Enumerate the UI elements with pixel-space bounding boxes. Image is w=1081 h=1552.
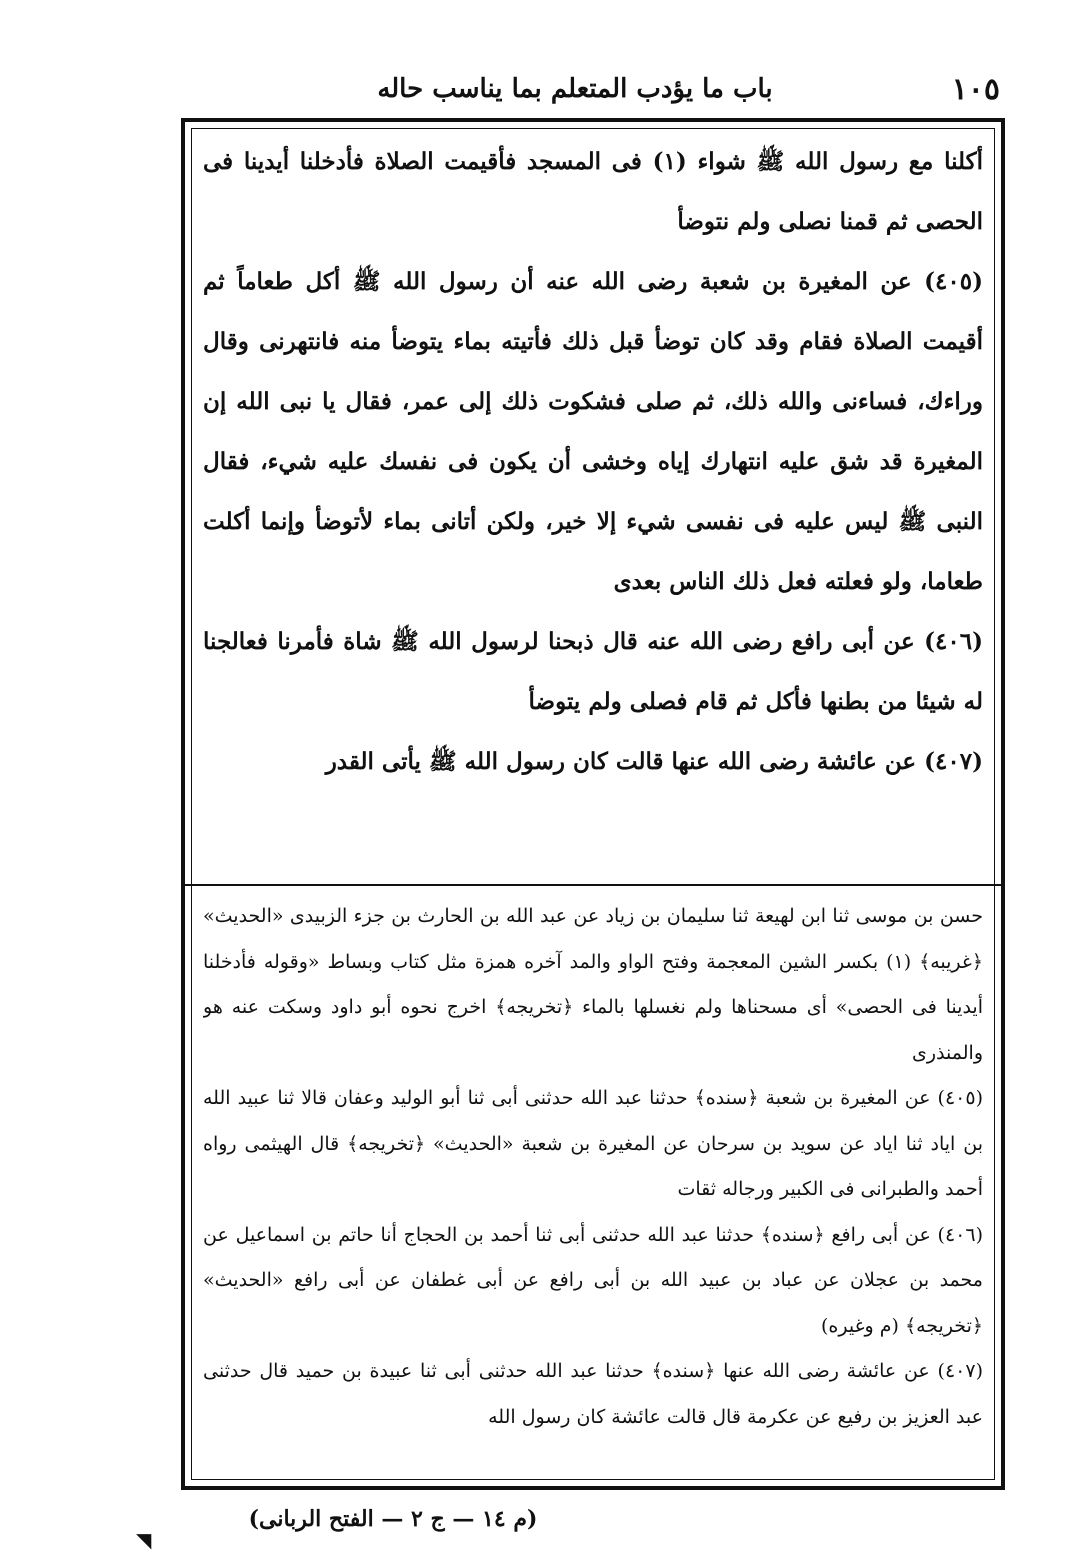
commentary-section [203, 894, 983, 1474]
page-number: ١٠٥ [951, 72, 1000, 107]
corner-mark: ◥ [136, 1528, 152, 1552]
signature-line: (م ١٤ — ج ٢ — الفتح الربانى) [248, 1506, 538, 1532]
running-title: باب ما يؤدب المتعلم بما يناسب حاله [377, 74, 773, 104]
footnote-separator [185, 884, 1001, 886]
hadith-continuation [203, 132, 983, 252]
hadith-number: (٤٠٧) [924, 748, 983, 775]
commentary-paragraph: (٤٠٧) عن عائشة رضى الله عنها ﴿سنده﴾ حدثنا عبد الله حدثنى أبى ثنا عبيدة بن حميد قال حدثنى عبد العزيز بن رفيع عن عكرمة قال قالت عائشة كان رسول الله [203, 1360, 983, 1428]
hadith-text: عن عائشة رضى الله عنها قالت كان رسول الله ﷺ يأتى القدر [325, 748, 917, 775]
hadith-406 [203, 612, 983, 732]
hadith-number: (٤٠٥) [924, 268, 983, 295]
hadith-text: أكلنا مع رسول الله ﷺ شواء (١) فى المسجد فأقيمت الصلاة فأدخلنا أيدينا فى الحصى ثم قمنا نصلى ولم نتوضأ [203, 148, 983, 235]
page-header [200, 64, 1000, 114]
hadith-text: عن أبى رافع رضى الله عنه قال ذبحنا لرسول الله ﷺ شاة فأمرنا فعالجنا له شيئا من بطنها فأكل ثم قام فصلى ولم يتوضأ [203, 628, 983, 715]
hadith-number: (٤٠٦) [924, 628, 983, 655]
hadith-405 [203, 252, 983, 612]
commentary-paragraph: (٤٠٦) عن أبى رافع ﴿سنده﴾ حدثنا عبد الله حدثنى أبى ثنا أحمد بن الحجاج أنا حاتم بن اسماعيل عن محمد بن عجلان عن عباد بن عبيد الله بن أبى رافع عن أبى غطفان عن أبى رافع «الحديث» ﴿تخريجه﴾ (م وغيره) [203, 1223, 983, 1337]
hadith-text: عن المغيرة بن شعبة رضى الله عنه أن رسول الله ﷺ أكل طعاماً ثم أقيمت الصلاة فقام وقد كان توضأ قبل ذلك فأتيته بماء يتوضأ منه فانتهرنى وقال وراءك، فساءنى والله ذلك، ثم صلى فشكوت ذلك إلى عمر، فقال يا نبى الله إن المغيرة قد شق عليه انتهارك إياه وخشى أن يكون فى نفسك عليه شيء، فقال النبى ﷺ ليس عليه فى نفسى شيء إلا خير، ولكن أتانى بماء لأتوضأ وإنما أكلت طعاما، ولو فعلته فعل ذلك الناس بعدى [203, 268, 983, 595]
hadith-section [203, 132, 983, 874]
commentary-paragraph: (٤٠٥) عن المغيرة بن شعبة ﴿سنده﴾ حدثنا عبد الله حدثنى أبى ثنا أبو الوليد وعفان قالا ثنا عبيد الله بن اياد ثنا اياد عن سويد بن سرحان عن المغيرة بن شعبة «الحديث» ﴿تخريجه﴾ قال الهيثمى رواه أحمد والطبرانى فى الكبير ورجاله ثقات [203, 1087, 983, 1200]
commentary-paragraph: حسن بن موسى ثنا ابن لهيعة ثنا سليمان بن زياد عن عبد الله بن الحارث بن جزء الزبيدى «الحديث» ﴿غريبه﴾ (١) بكسر الشين المعجمة وفتح الواو والمد آخره همزة مثل كتاب وبساط «وقوله فأدخلنا أيدينا فى الحصى» أى مسحناها ولم نغسلها بالماء ﴿تخريجه﴾ اخرج نحوه أبو داود وسكت عنه هو والمنذرى [203, 905, 983, 1064]
page-frame [181, 118, 1005, 1490]
hadith-407 [203, 732, 983, 792]
